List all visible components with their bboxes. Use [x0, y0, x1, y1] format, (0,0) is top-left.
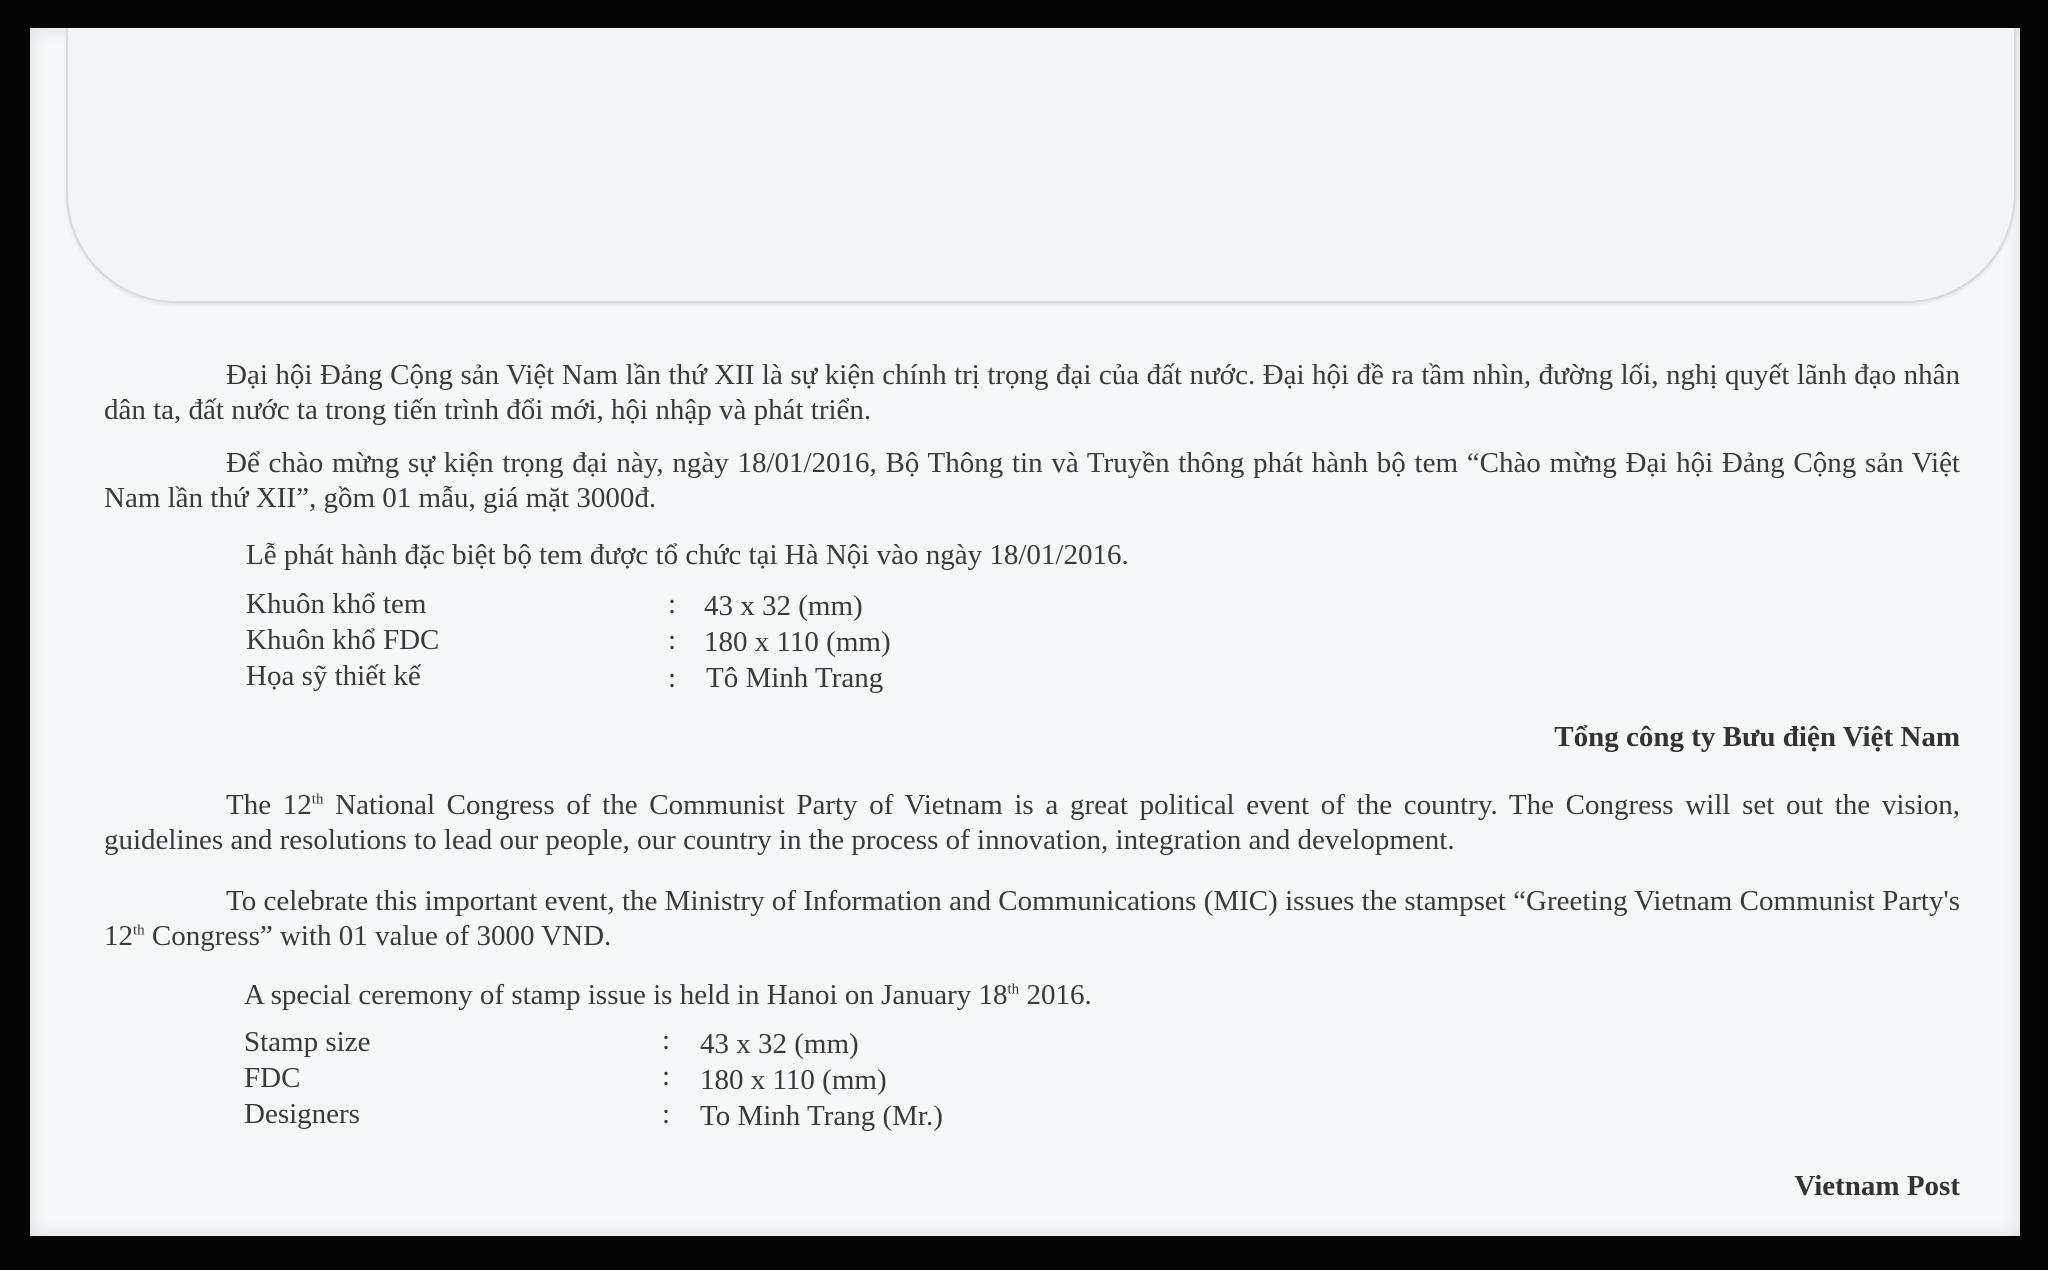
vi-spec-label: Khuôn khổ tem [246, 588, 427, 620]
cover-text [30, 28, 2020, 1236]
spec-colon: : [668, 624, 677, 656]
vi-paragraph-3: Lễ phát hành đặc biệt bộ tem được tổ chức tại Hà Nội vào ngày 18/01/2016. [246, 539, 1129, 571]
envelope-back [30, 28, 2020, 1236]
spec-colon: : [668, 662, 677, 694]
en-spec-label: Designers [244, 1098, 360, 1130]
en-spec-value: 43 x 32 (mm) [700, 1028, 859, 1060]
vi-spec-value: Tô Minh Trang [706, 662, 884, 694]
en-spec-value: 180 x 110 (mm) [700, 1064, 887, 1096]
en-spec-value: To Minh Trang (Mr.) [700, 1100, 943, 1132]
vi-spec-label: Khuôn khổ FDC [246, 624, 440, 656]
vi-spec-value: 43 x 32 (mm) [704, 590, 863, 622]
spec-colon: : [668, 588, 677, 620]
en-signature: Vietnam Post [1794, 1170, 1960, 1202]
spec-colon: : [662, 1098, 671, 1130]
en-paragraph-1: The 12th National Congress of the Communist Party of Vietnam is a great political event of the country. The Congress will set out the vision, guidelines and resolutions to lead our people, our country in the process of innovation, integration and development. [104, 789, 1960, 856]
en-spec-label: FDC [244, 1062, 301, 1094]
vi-paragraph-2: Để chào mừng sự kiện trọng đại này, ngày 18/01/2016, Bộ Thông tin và Truyền thông phát hành bộ tem “Chào mừng Đại hội Đảng Cộng sản Việt Nam lần thứ XII”, gồm 01 mẫu, giá mặt 3000đ. [104, 447, 1960, 514]
spec-colon: : [662, 1024, 671, 1056]
en-spec-label: Stamp size [244, 1026, 371, 1058]
vi-paragraph-1: Đại hội Đảng Cộng sản Việt Nam lần thứ XII là sự kiện chính trị trọng đại của đất nước. Đại hội đề ra tầm nhìn, đường lối, nghị quyết lãnh đạo nhân dân ta, đất nước ta trong tiến trình đổi mới, hội nhập và phát triển. [104, 359, 1960, 426]
en-paragraph-2: To celebrate this important event, the Ministry of Information and Communications (MIC) issues the stampset “Greeting Vietnam Communist Party's 12th Congress” with 01 value of 3000 VND. [104, 885, 1960, 952]
en-paragraph-3: A special ceremony of stamp issue is held in Hanoi on January 18th 2016. [244, 979, 1092, 1011]
vi-spec-value: 180 x 110 (mm) [704, 626, 891, 658]
spec-colon: : [662, 1060, 671, 1092]
vi-spec-label: Họa sỹ thiết kế [246, 660, 421, 692]
vi-signature: Tổng công ty Bưu điện Việt Nam [1554, 721, 1960, 753]
